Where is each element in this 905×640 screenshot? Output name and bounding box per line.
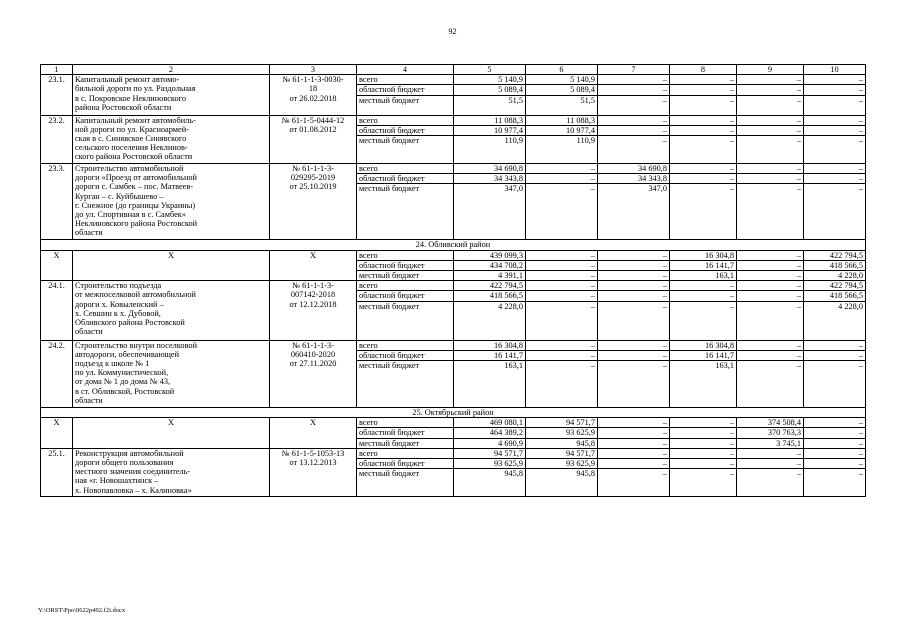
table-row — [41, 340, 866, 350]
column-number-cell: 3 — [270, 65, 357, 75]
text-line: Строительство внутри поселковой — [75, 340, 198, 350]
value-cell: 5 089,4 — [526, 85, 598, 95]
value-cell: – — [526, 260, 598, 270]
x-cell: Х — [73, 250, 270, 281]
value-cell: 3 745,1 — [737, 438, 804, 448]
value-cell: – — [526, 281, 598, 291]
budget-label-cell: областной бюджет — [357, 291, 454, 301]
text-line: № 61-1-1-3-0030- — [282, 75, 344, 85]
value-cell: 34 343,8 — [454, 174, 526, 184]
budget-label-cell: всего — [357, 164, 454, 174]
value-cell: – — [526, 271, 598, 281]
text-line: х. Севшин к х. Дубовой, — [75, 308, 161, 318]
value-cell: 93 625,9 — [454, 459, 526, 469]
value-cell: – — [670, 418, 737, 428]
district-title: 24. Обливский район — [41, 240, 866, 250]
budget-label-cell: всего — [357, 115, 454, 125]
budget-table — [40, 64, 866, 497]
text-line: ская в с. Синявское Синявского — [75, 134, 187, 144]
table-row — [41, 115, 866, 125]
value-cell: 34 690,8 — [598, 164, 670, 174]
text-line: района Ростовской области — [75, 102, 172, 112]
text-line: № 61-1-5-0444-12 — [281, 115, 345, 125]
budget-label-cell: всего — [357, 418, 454, 428]
value-cell: – — [737, 459, 804, 469]
value-cell: 418 566,5 — [804, 260, 866, 270]
value-cell: – — [737, 115, 804, 125]
value-cell: – — [526, 291, 598, 301]
value-cell: – — [598, 459, 670, 469]
text-line: 060410-2020 — [290, 349, 336, 359]
value-cell: – — [598, 125, 670, 135]
text-line: дороги с. Самбек – пос. Матвеев- — [75, 182, 194, 192]
value-cell: – — [804, 350, 866, 360]
text-line: № 61-1-1-3- — [292, 281, 334, 291]
value-cell: 945,8 — [526, 469, 598, 497]
value-cell: 110,9 — [526, 136, 598, 164]
value-cell: 94 571,7 — [526, 448, 598, 458]
value-cell: 16 141,7 — [454, 350, 526, 360]
budget-label-cell: областной бюджет — [357, 260, 454, 270]
text-line: Обливского района Ростовской — [75, 318, 185, 328]
value-cell: – — [737, 469, 804, 497]
value-cell: – — [670, 95, 737, 115]
value-cell: – — [804, 469, 866, 497]
document-number-cell — [270, 115, 357, 163]
district-title: 25. Октябрьский район — [41, 408, 866, 418]
budget-label-cell: всего — [357, 250, 454, 260]
value-cell: – — [598, 469, 670, 497]
budget-label-cell: местный бюджет — [357, 184, 454, 240]
value-cell: – — [526, 164, 598, 174]
value-cell: – — [670, 448, 737, 458]
budget-label-cell: областной бюджет — [357, 85, 454, 95]
text-line: дороги х. Ковыленский – — [75, 299, 164, 309]
value-cell: – — [598, 75, 670, 85]
value-cell: – — [598, 361, 670, 408]
value-cell: – — [804, 418, 866, 428]
value-cell: 418 566,5 — [804, 291, 866, 301]
column-number-cell: 8 — [670, 65, 737, 75]
text-line: дороги общего пользования — [75, 458, 174, 468]
value-cell: 370 763,3 — [737, 428, 804, 438]
x-cell: Х — [270, 250, 357, 281]
value-cell: – — [804, 438, 866, 448]
budget-label-cell: всего — [357, 281, 454, 291]
value-cell: – — [737, 350, 804, 360]
value-cell: – — [670, 85, 737, 95]
budget-label-cell: всего — [357, 448, 454, 458]
value-cell: 93 625,9 — [526, 459, 598, 469]
value-cell: – — [737, 174, 804, 184]
document-number-cell — [270, 164, 357, 240]
column-number-cell: 10 — [804, 65, 866, 75]
column-number-cell: 2 — [73, 65, 270, 75]
text-line: от 01.08.2012 — [289, 124, 337, 134]
district-title-row — [41, 240, 866, 250]
value-cell: 4 391,1 — [454, 271, 526, 281]
text-line: 029295-2019 — [290, 173, 336, 183]
value-cell: – — [670, 281, 737, 291]
district-title-row — [41, 408, 866, 418]
value-cell: – — [670, 301, 737, 340]
text-line: области — [75, 228, 103, 238]
budget-label-cell: местный бюджет — [357, 136, 454, 164]
value-cell: – — [598, 271, 670, 281]
value-cell: 11 088,3 — [454, 115, 526, 125]
value-cell: – — [670, 438, 737, 448]
value-cell: 464 389,2 — [454, 428, 526, 438]
x-cell: Х — [270, 418, 357, 449]
text-line: от дома № 1 до дома № 43, — [75, 377, 171, 387]
text-line: Капитальный ремонт автомо- — [75, 75, 180, 85]
value-cell: – — [804, 174, 866, 184]
text-line: Строительство автомобильной — [75, 164, 184, 174]
budget-label-cell: местный бюджет — [357, 438, 454, 448]
text-line: бильной дороги по ул. Раздольная — [75, 84, 196, 94]
value-cell: 422 794,5 — [454, 281, 526, 291]
value-cell: – — [737, 136, 804, 164]
text-line: Реконструкция автомобильной — [75, 448, 184, 458]
value-cell: 4 228,0 — [454, 301, 526, 340]
value-cell: 163,1 — [454, 361, 526, 408]
value-cell: – — [670, 459, 737, 469]
document-number-cell — [270, 281, 357, 340]
value-cell: – — [670, 115, 737, 125]
table-row — [41, 164, 866, 174]
item-number-cell: 25.1. — [41, 448, 73, 496]
item-name-cell — [73, 340, 270, 407]
column-number-cell: 9 — [737, 65, 804, 75]
value-cell: – — [737, 361, 804, 408]
item-name-cell — [73, 115, 270, 163]
text-line: от 27.11.2020 — [289, 359, 337, 369]
value-cell: – — [737, 125, 804, 135]
value-cell: – — [526, 361, 598, 408]
budget-label-cell: всего — [357, 340, 454, 350]
value-cell: 347,0 — [454, 184, 526, 240]
column-number-cell: 1 — [41, 65, 73, 75]
value-cell: – — [804, 95, 866, 115]
value-cell: – — [670, 291, 737, 301]
value-cell: 16 304,8 — [670, 340, 737, 350]
value-cell: 469 080,1 — [454, 418, 526, 428]
text-line: местного значения соединитель- — [75, 467, 191, 477]
budget-label-cell: местный бюджет — [357, 271, 454, 281]
value-cell: – — [804, 361, 866, 408]
value-cell: 5 140,9 — [526, 75, 598, 85]
district-total-row — [41, 418, 866, 428]
column-number-row — [41, 65, 866, 75]
column-number-cell: 4 — [357, 65, 454, 75]
text-line: Строительство подъезда — [75, 281, 162, 291]
text-line: ского района Ростовской области — [75, 152, 193, 162]
table-row — [41, 448, 866, 458]
value-cell: – — [737, 75, 804, 85]
value-cell: 418 566,5 — [454, 291, 526, 301]
value-cell: – — [526, 301, 598, 340]
column-number-cell: 7 — [598, 65, 670, 75]
text-line: от межпоселковой автомобильной — [75, 290, 197, 300]
value-cell: – — [804, 75, 866, 85]
budget-label-cell: местный бюджет — [357, 301, 454, 340]
value-cell: 16 141,7 — [670, 350, 737, 360]
column-number-cell: 6 — [526, 65, 598, 75]
value-cell: – — [526, 174, 598, 184]
value-cell: – — [737, 281, 804, 291]
value-cell: – — [598, 438, 670, 448]
item-name-cell — [73, 164, 270, 240]
value-cell: 347,0 — [598, 184, 670, 240]
district-total-row — [41, 250, 866, 260]
value-cell: 94 571,7 — [454, 448, 526, 458]
text-line: г. Снежное (до границы Украины) — [75, 200, 196, 210]
value-cell: 16 304,8 — [670, 250, 737, 260]
file-path-footer: Y:\ORST\Ppo\0622p492.f2i.docx — [38, 607, 126, 614]
value-cell: 163,1 — [670, 361, 737, 408]
value-cell: 374 508,4 — [737, 418, 804, 428]
text-line: Капитальный ремонт автомобиль- — [75, 115, 196, 125]
text-line: области — [75, 327, 103, 337]
value-cell: – — [598, 350, 670, 360]
value-cell: – — [804, 448, 866, 458]
value-cell: – — [598, 260, 670, 270]
budget-label-cell: областной бюджет — [357, 350, 454, 360]
value-cell: 4 228,0 — [804, 301, 866, 340]
x-cell: Х — [73, 418, 270, 449]
item-number-cell: 23.3. — [41, 164, 73, 240]
value-cell: – — [670, 184, 737, 240]
value-cell: – — [737, 164, 804, 174]
value-cell: – — [670, 164, 737, 174]
table-row — [41, 281, 866, 291]
document-number-cell — [270, 448, 357, 496]
text-line: сельского поселения Неклинов- — [75, 143, 188, 153]
value-cell: 10 977,4 — [526, 125, 598, 135]
value-cell: – — [737, 95, 804, 115]
budget-label-cell: местный бюджет — [357, 361, 454, 408]
value-cell: 34 343,8 — [598, 174, 670, 184]
text-line: № 61-1-5-1053-13 — [281, 448, 345, 458]
text-line: подъезд к школе № 1 — [75, 359, 150, 369]
value-cell: 11 088,3 — [526, 115, 598, 125]
value-cell: – — [598, 291, 670, 301]
value-cell: 10 977,4 — [454, 125, 526, 135]
value-cell: – — [670, 469, 737, 497]
value-cell: – — [737, 184, 804, 240]
value-cell: – — [737, 448, 804, 458]
value-cell: – — [804, 459, 866, 469]
value-cell: – — [598, 448, 670, 458]
budget-label-cell: областной бюджет — [357, 174, 454, 184]
value-cell: – — [598, 418, 670, 428]
text-line: Неклиновского района Ростовской — [75, 219, 198, 229]
text-line: дороги «Проезд от автомобильной — [75, 173, 197, 183]
value-cell: – — [804, 115, 866, 125]
budget-label-cell: областной бюджет — [357, 125, 454, 135]
value-cell: 163,1 — [670, 271, 737, 281]
value-cell: – — [670, 428, 737, 438]
value-cell: – — [737, 271, 804, 281]
column-number-cell: 5 — [454, 65, 526, 75]
value-cell: – — [670, 174, 737, 184]
value-cell: 16 304,8 — [454, 340, 526, 350]
table-row — [41, 75, 866, 85]
text-line: 18 — [308, 84, 318, 94]
value-cell: 5 140,9 — [454, 75, 526, 85]
value-cell: – — [737, 250, 804, 260]
value-cell: 422 794,5 — [804, 281, 866, 291]
value-cell: – — [526, 250, 598, 260]
document-number-cell — [270, 75, 357, 115]
text-line: от 12.12.2018 — [289, 299, 337, 309]
value-cell: 93 625,9 — [526, 428, 598, 438]
value-cell: – — [526, 350, 598, 360]
item-name-cell — [73, 75, 270, 115]
value-cell: – — [598, 250, 670, 260]
text-line: № 61-1-1-3- — [292, 164, 334, 174]
value-cell: 51,5 — [454, 95, 526, 115]
value-cell: – — [804, 85, 866, 95]
value-cell: 34 690,8 — [454, 164, 526, 174]
value-cell: – — [598, 95, 670, 115]
text-line: автодороги, обеспечивающей — [75, 349, 180, 359]
value-cell: 4 228,0 — [804, 271, 866, 281]
value-cell: – — [598, 115, 670, 125]
text-line: Курган – с. Куйбышево – — [75, 191, 164, 201]
x-cell: Х — [41, 418, 73, 449]
value-cell: – — [804, 340, 866, 350]
text-line: от 25.10.2019 — [289, 182, 337, 192]
value-cell: 434 708,2 — [454, 260, 526, 270]
value-cell: – — [670, 125, 737, 135]
value-cell: – — [804, 125, 866, 135]
value-cell: – — [804, 184, 866, 240]
value-cell: – — [598, 340, 670, 350]
document-number-cell — [270, 340, 357, 407]
x-cell: Х — [41, 250, 73, 281]
value-cell: – — [598, 428, 670, 438]
item-number-cell: 23.1. — [41, 75, 73, 115]
value-cell: 439 099,3 — [454, 250, 526, 260]
item-name-cell — [73, 448, 270, 496]
value-cell: – — [670, 75, 737, 85]
budget-label-cell: областной бюджет — [357, 459, 454, 469]
value-cell: 5 089,4 — [454, 85, 526, 95]
text-line: х. Новопавловка – х. Калиновка» — [75, 485, 192, 495]
budget-label-cell: областной бюджет — [357, 428, 454, 438]
value-cell: 110,9 — [454, 136, 526, 164]
budget-label-cell: местный бюджет — [357, 469, 454, 497]
value-cell: – — [737, 85, 804, 95]
text-line: от 13.12.2013 — [289, 458, 337, 468]
value-cell: 4 690,9 — [454, 438, 526, 448]
value-cell: 94 571,7 — [526, 418, 598, 428]
text-line: в с. Покровское Неклиновского — [75, 93, 186, 103]
value-cell: 945,8 — [526, 438, 598, 448]
text-line: по ул. Коммунистической, — [75, 368, 169, 378]
budget-label-cell: местный бюджет — [357, 95, 454, 115]
item-name-cell — [73, 281, 270, 340]
value-cell: 422 794,5 — [804, 250, 866, 260]
value-cell: – — [804, 428, 866, 438]
value-cell: – — [598, 301, 670, 340]
value-cell: – — [670, 136, 737, 164]
text-line: в ст. Обливской, Ростовской — [75, 386, 175, 396]
page-number: 92 — [448, 27, 457, 36]
text-line: 007142-2018 — [290, 290, 336, 300]
value-cell: – — [737, 260, 804, 270]
value-cell: – — [804, 164, 866, 174]
value-cell: – — [737, 291, 804, 301]
text-line: до ул. Спортивная в с. Самбек» — [75, 210, 186, 220]
text-line: от 26.02.2018 — [289, 93, 337, 103]
budget-label-cell: всего — [357, 75, 454, 85]
value-cell: – — [737, 340, 804, 350]
item-number-cell: 24.1. — [41, 281, 73, 340]
value-cell: – — [598, 281, 670, 291]
text-line: ная «г. Новошахтинск – — [75, 476, 159, 486]
value-cell: – — [598, 85, 670, 95]
value-cell: 16 141,7 — [670, 260, 737, 270]
text-line: ной дороги по ул. Красноармей- — [75, 124, 189, 134]
text-line: области — [75, 395, 103, 405]
value-cell: 51,5 — [526, 95, 598, 115]
value-cell: – — [598, 136, 670, 164]
value-cell: – — [526, 184, 598, 240]
item-number-cell: 23.2. — [41, 115, 73, 163]
value-cell: – — [737, 301, 804, 340]
value-cell: – — [526, 340, 598, 350]
value-cell: – — [804, 136, 866, 164]
value-cell: 945,8 — [454, 469, 526, 497]
text-line: № 61-1-1-3- — [292, 340, 334, 350]
item-number-cell: 24.2. — [41, 340, 73, 407]
